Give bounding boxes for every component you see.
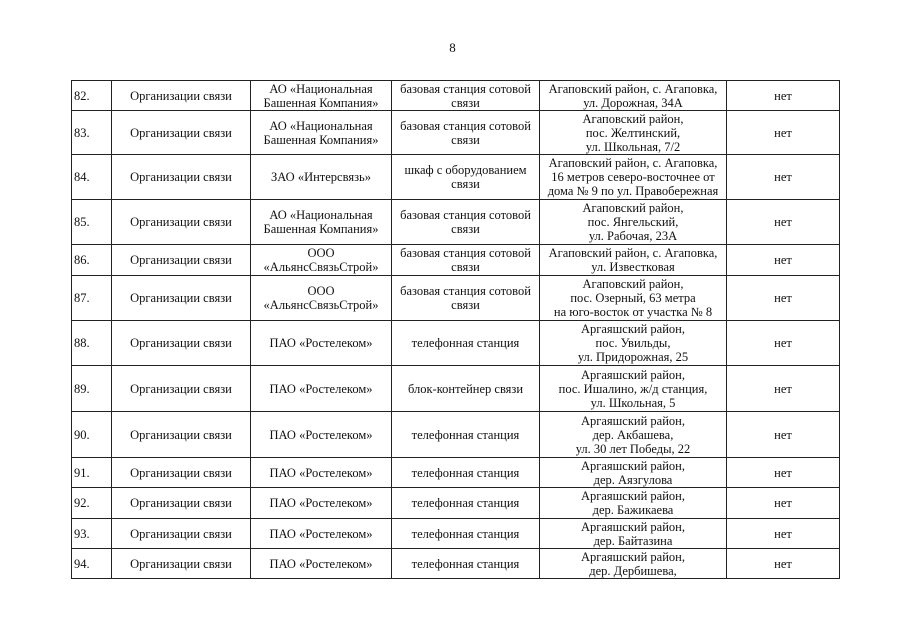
status-cell: нет [727,321,840,366]
organization-cell: ПАО «Ростелеком» [251,321,392,366]
address-line: Агаповский район, [582,277,684,291]
table-row [72,488,840,519]
object-cell: базовая станция сотовой связи [392,276,540,321]
object-cell: базовая станция сотовой связи [392,200,540,245]
category-cell: Организации связи [112,245,251,276]
row-number: 84. [72,155,112,200]
table-row [72,155,840,200]
organization-cell: ООО «АльянсСвязьСтрой» [251,276,392,321]
status-cell: нет [727,276,840,321]
address-line: Агаповский район, с. Агаповка, [548,81,718,96]
category-cell: Организации связи [112,321,251,366]
row-number: 92. [72,488,112,519]
category-cell: Организации связи [112,155,251,200]
address-line: ул. Дорожная, 34А [583,95,683,110]
facilities-table [71,80,840,579]
address-line: пос. Желтинский, [585,125,681,140]
object-cell: телефонная станция [392,321,540,366]
category-cell: Организации связи [112,111,251,155]
address-line: пос. Озерный, 63 метра [570,291,696,305]
address-line: ул. Известковая [591,260,675,274]
table-row [72,549,840,579]
table-row [72,245,840,276]
table-row [72,412,840,458]
row-number: 85. [72,200,112,245]
address-line: дома № 9 по ул. Правобережная [547,184,719,198]
address-line: дер. Аязгулова [593,472,673,487]
status-cell: нет [727,366,840,412]
category-cell: Организации связи [112,200,251,245]
address-line: дер. Байтазина [593,533,673,548]
address-cell [540,458,727,488]
address-line: Аргаяшский район, [580,519,685,534]
status-cell: нет [727,200,840,245]
status-cell: нет [727,245,840,276]
address-line: на юго-восток от участка № 8 [553,305,713,319]
table-row [72,111,840,155]
object-cell: шкаф с оборудованием связи [392,155,540,200]
address-line: ул. Школьная, 5 [590,395,676,410]
row-number: 91. [72,458,112,488]
organization-cell: ПАО «Ростелеком» [251,549,392,579]
row-number: 90. [72,412,112,458]
object-cell: телефонная станция [392,549,540,579]
table-row [72,519,840,549]
address-line: ул. Школьная, 7/2 [585,139,681,154]
object-cell: базовая станция сотовой связи [392,111,540,155]
address-line: Аргаяшский район, [580,367,685,382]
row-number: 87. [72,276,112,321]
row-number: 93. [72,519,112,549]
object-cell: блок-контейнер связи [392,366,540,412]
object-cell: базовая станция сотовой связи [392,81,540,111]
table-row [72,200,840,245]
address-line: пос. Янгельский, [587,215,679,229]
category-cell: Организации связи [112,488,251,519]
address-line: ул. 30 лет Победы, 22 [575,441,691,456]
category-cell: Организации связи [112,366,251,412]
address-line: Агаповский район, [582,201,684,215]
address-line: ул. Придорожная, 25 [577,350,689,364]
address-cell [540,519,727,549]
address-line: Аргаяшский район, [580,458,685,473]
address-cell [540,412,727,458]
address-cell [540,321,727,366]
category-cell: Организации связи [112,412,251,458]
status-cell: нет [727,488,840,519]
organization-cell: ПАО «Ростелеком» [251,519,392,549]
address-line: дер. Акбашева, [592,427,674,442]
status-cell: нет [727,111,840,155]
page-number: 8 [449,40,456,55]
category-cell: Организации связи [112,549,251,579]
address-cell [540,155,727,200]
address-cell [540,488,727,519]
row-number: 88. [72,321,112,366]
row-number: 83. [72,111,112,155]
category-cell: Организации связи [112,519,251,549]
table-row [72,458,840,488]
address-line: Аргаяшский район, [580,322,685,336]
address-line: Агаповский район, с. Агаповка, [548,246,718,260]
category-cell: Организации связи [112,458,251,488]
status-cell: нет [727,519,840,549]
organization-cell: АО «Национальная Башенная Компания» [251,111,392,155]
address-cell [540,200,727,245]
address-cell [540,549,727,579]
address-line: дер. Дербишева, [589,563,677,578]
status-cell: нет [727,549,840,579]
address-line: ул. Рабочая, 23А [588,229,678,243]
organization-cell: ПАО «Ростелеком» [251,488,392,519]
organization-cell: АО «Национальная Башенная Компания» [251,81,392,111]
address-cell [540,111,727,155]
row-number: 86. [72,245,112,276]
address-cell [540,245,727,276]
category-cell: Организации связи [112,276,251,321]
object-cell: телефонная станция [392,458,540,488]
address-line: дер. Бажикаева [592,503,674,517]
object-cell: телефонная станция [392,488,540,519]
object-cell: телефонная станция [392,412,540,458]
address-line: Аргаяшский район, [580,549,685,564]
row-number: 89. [72,366,112,412]
address-cell [540,276,727,321]
category-cell: Организации связи [112,81,251,111]
address-line: Аргаяшский район, [580,413,685,428]
address-cell [540,366,727,412]
row-number: 82. [72,81,112,111]
organization-cell: ПАО «Ростелеком» [251,366,392,412]
organization-cell: ПАО «Ростелеком» [251,412,392,458]
organization-cell: ООО «АльянсСвязьСтрой» [251,245,392,276]
status-cell: нет [727,412,840,458]
address-cell [540,81,727,111]
organization-cell: ЗАО «Интерсвязь» [251,155,392,200]
organization-cell: ПАО «Ростелеком» [251,458,392,488]
object-cell: телефонная станция [392,519,540,549]
status-cell: нет [727,458,840,488]
address-line: Агаповский район, [582,111,684,126]
object-cell: базовая станция сотовой связи [392,245,540,276]
address-line: пос. Увильды, [595,336,671,350]
address-line: Аргаяшский район, [580,489,685,503]
table-row [72,276,840,321]
table-row [72,81,840,111]
organization-cell: АО «Национальная Башенная Компания» [251,200,392,245]
row-number: 94. [72,549,112,579]
status-cell: нет [727,155,840,200]
status-cell: нет [727,81,840,111]
address-line: Агаповский район, с. Агаповка, [548,156,718,170]
table-row [72,321,840,366]
address-line: пос. Ишалино, ж/д станция, [558,381,708,396]
address-line: 16 метров северо-восточнее от [551,170,715,184]
table-row [72,366,840,412]
